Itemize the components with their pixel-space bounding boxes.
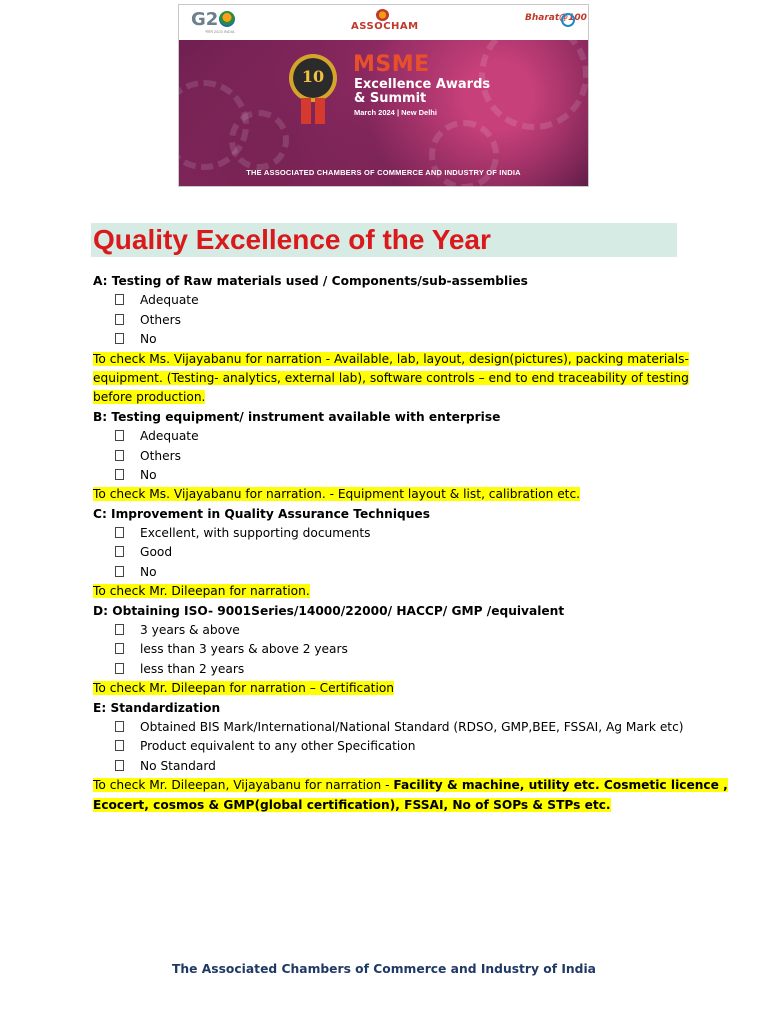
banner-date-place: March 2024 | New Delhi (354, 108, 437, 117)
option-label: No (140, 467, 157, 482)
option-item (93, 524, 673, 543)
banner-artwork (179, 40, 588, 187)
option-label: Adequate (140, 429, 199, 444)
option-item (93, 660, 673, 679)
option-label: Excellent, with supporting documents (140, 526, 371, 541)
option-label: 3 years & above (140, 623, 240, 638)
assocham-logo: ASSOCHAM (351, 21, 419, 32)
note-e-line2: Ecocert, cosmos & GMP(global certification), FSSAI, No of SOPs & STPs etc. (93, 797, 611, 812)
checkbox-icon (115, 527, 124, 538)
banner-subtitle-line2: & Summit (354, 91, 427, 106)
option-item (93, 291, 673, 310)
option-label: Product equivalent to any other Specification (140, 739, 416, 754)
option-label: less than 3 years & above 2 years (140, 642, 348, 657)
banner-subtitle-line1: Excellence Awards (354, 77, 491, 92)
gear-icon (479, 20, 589, 130)
g20-logo-text: G2 (191, 9, 219, 30)
event-banner (178, 4, 589, 187)
option-item (93, 757, 673, 776)
question-c: C: Improvement in Quality Assurance Techniques (93, 506, 430, 521)
option-label: No Standard (140, 758, 216, 773)
option-item (93, 621, 673, 640)
option-label: Adequate (140, 293, 199, 308)
option-label: Others (140, 312, 181, 327)
option-item (93, 563, 673, 582)
option-item (93, 311, 673, 330)
g20-logo (191, 9, 235, 30)
checkbox-icon (115, 294, 124, 305)
checkbox-icon (115, 566, 124, 577)
option-label: No (140, 332, 157, 347)
note-a-line3: before production. (93, 390, 206, 405)
bharat-100-circle-icon (561, 13, 575, 27)
page-title-box (91, 223, 677, 257)
banner-footer-text: THE ASSOCIATED CHAMBERS OF COMMERCE AND INDUSTRY OF INDIA (246, 168, 521, 177)
page-footer: The Associated Chambers of Commerce and Industry of India (172, 962, 596, 976)
option-item (93, 447, 673, 466)
g20-globe-icon (219, 11, 235, 27)
checkbox-icon (115, 663, 124, 674)
checkbox-icon (115, 721, 124, 732)
bharat-100-logo: Bharat@100 (525, 13, 587, 23)
question-d: D: Obtaining ISO- 9001Series/14000/22000/ HACCP/ GMP /equivalent (93, 603, 565, 618)
ribbon-icon (315, 98, 325, 124)
gear-icon (229, 110, 289, 170)
checkbox-icon (115, 469, 124, 480)
option-item (93, 718, 684, 737)
g20-logo-subtext: भारत 2023 INDIA (205, 29, 235, 34)
question-a: A: Testing of Raw materials used / Components/sub-assemblies (93, 274, 528, 288)
note-a-line1: To check Ms. Vijayabanu for narration - Available, lab, layout, design(pictures), packing materials- (93, 351, 689, 366)
question-e: E: Standardization (93, 700, 221, 715)
option-label: Good (140, 545, 173, 560)
note-a-line2: equipment. (Testing- analytics, external lab), software controls – end to end traceability of testing (93, 370, 689, 385)
checkbox-icon (115, 740, 124, 751)
option-item (93, 640, 673, 659)
option-item (93, 427, 673, 446)
assocham-emblem-icon (376, 9, 389, 21)
checkbox-icon (115, 546, 124, 557)
option-label: No (140, 564, 157, 579)
checkbox-icon (115, 430, 124, 441)
option-label: Others (140, 448, 181, 463)
criteria-list (93, 272, 728, 815)
medal-number: 10 (301, 67, 325, 86)
note-b: To check Ms. Vijayabanu for narration. - Equipment layout & list, calibration etc. (93, 487, 581, 502)
note-e-line1: To check Mr. Dileepan, Vijayabanu for narration - Facility & machine, utility etc. Cosmetic licence , (93, 778, 728, 793)
option-item (93, 466, 673, 485)
checkbox-icon (115, 643, 124, 654)
checkbox-icon (115, 314, 124, 325)
checkbox-icon (115, 450, 124, 461)
question-b: B: Testing equipment/ instrument available with enterprise (93, 409, 501, 424)
option-item (93, 543, 673, 562)
checkbox-icon (115, 624, 124, 635)
banner-title: MSME (353, 52, 430, 77)
page-title: Quality Excellence of the Year (93, 224, 491, 255)
option-item (93, 737, 673, 756)
option-item (93, 330, 673, 349)
checkbox-icon (115, 333, 124, 344)
note-c: To check Mr. Dileepan for narration. (93, 584, 310, 599)
note-d: To check Mr. Dileepan for narration – Certification (93, 681, 395, 696)
option-label: Obtained BIS Mark/International/National Standard (RDSO, GMP,BEE, FSSAI, Ag Mark etc) (140, 719, 684, 734)
ribbon-icon (301, 98, 311, 124)
checkbox-icon (115, 760, 124, 771)
option-label: less than 2 years (140, 661, 245, 676)
